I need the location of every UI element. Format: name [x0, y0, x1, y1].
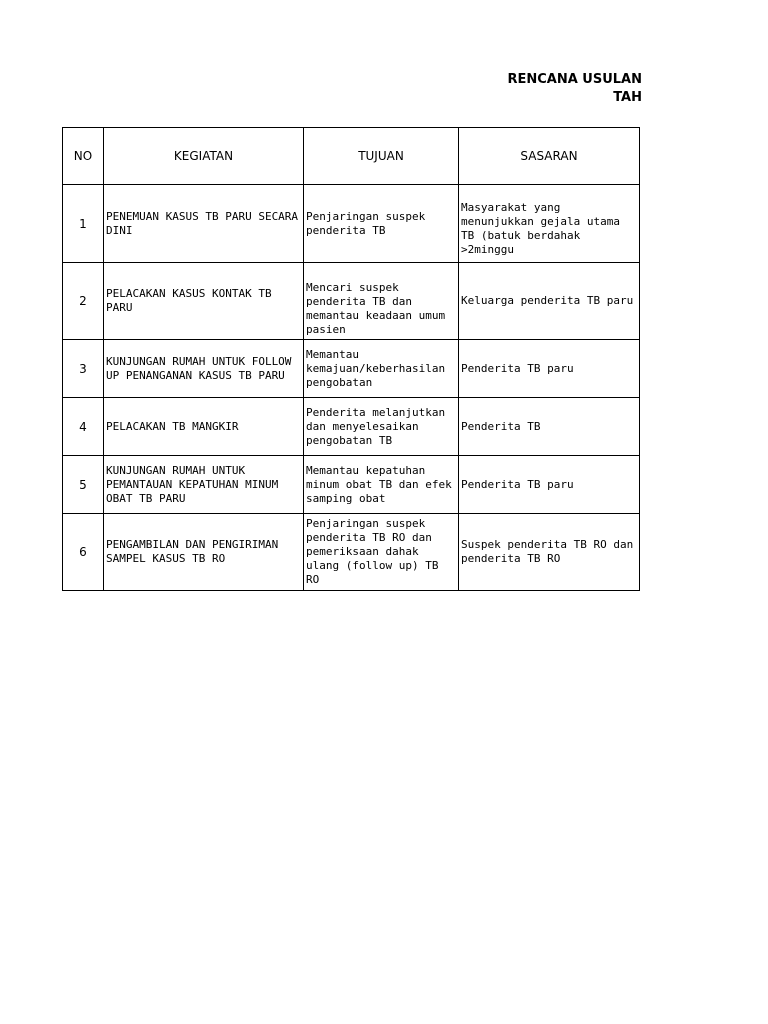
row-sasaran: Suspek penderita TB RO dan penderita TB RO — [459, 514, 640, 591]
row-tujuan: Penderita melanjutkan dan menyelesaikan pengobatan TB — [304, 398, 459, 456]
row-kegiatan: PENEMUAN KASUS TB PARU SECARA DINI — [104, 185, 304, 263]
row-tujuan: Penjaringan suspek penderita TB RO dan pemeriksaan dahak ulang (follow up) TB RO — [304, 514, 459, 591]
row-tujuan: Penjaringan suspek penderita TB — [304, 185, 459, 263]
row-tujuan: Memantau kepatuhan minum obat TB dan efek samping obat — [304, 456, 459, 514]
row-kegiatan: PELACAKAN KASUS KONTAK TB PARU — [104, 263, 304, 340]
row-no: 4 — [63, 398, 104, 456]
row-no: 1 — [63, 185, 104, 263]
row-no: 2 — [63, 263, 104, 340]
header-sasaran: SASARAN — [459, 128, 640, 185]
row-sasaran: Penderita TB paru — [459, 340, 640, 398]
table-row — [63, 340, 640, 398]
table-row — [63, 514, 640, 591]
row-kegiatan: KUNJUNGAN RUMAH UNTUK PEMANTAUAN KEPATUHAN MINUM OBAT TB PARU — [104, 456, 304, 514]
header-tujuan: TUJUAN — [304, 128, 459, 185]
header-no: NO — [63, 128, 104, 185]
row-no: 3 — [63, 340, 104, 398]
activity-plan-table — [62, 127, 640, 591]
row-sasaran: Penderita TB — [459, 398, 640, 456]
document-subtitle: TAH — [613, 90, 642, 105]
row-no: 6 — [63, 514, 104, 591]
row-sasaran: Keluarga penderita TB paru — [459, 263, 640, 340]
row-kegiatan: PENGAMBILAN DAN PENGIRIMAN SAMPEL KASUS TB RO — [104, 514, 304, 591]
table-row — [63, 398, 640, 456]
row-no: 5 — [63, 456, 104, 514]
table-row — [63, 263, 640, 340]
document-title: RENCANA USULAN — [507, 72, 642, 87]
row-tujuan: Memantau kemajuan/keberhasilan pengobatan — [304, 340, 459, 398]
row-kegiatan: KUNJUNGAN RUMAH UNTUK FOLLOW UP PENANGANAN KASUS TB PARU — [104, 340, 304, 398]
row-sasaran: Masyarakat yang menunjukkan gejala utama TB (batuk berdahak >2minggu — [459, 185, 640, 263]
row-sasaran: Penderita TB paru — [459, 456, 640, 514]
row-tujuan: Mencari suspek penderita TB dan memantau keadaan umum pasien — [304, 263, 459, 340]
row-kegiatan: PELACAKAN TB MANGKIR — [104, 398, 304, 456]
table-row — [63, 456, 640, 514]
header-kegiatan: KEGIATAN — [104, 128, 304, 185]
table-header-row — [63, 128, 640, 185]
table-row — [63, 185, 640, 263]
